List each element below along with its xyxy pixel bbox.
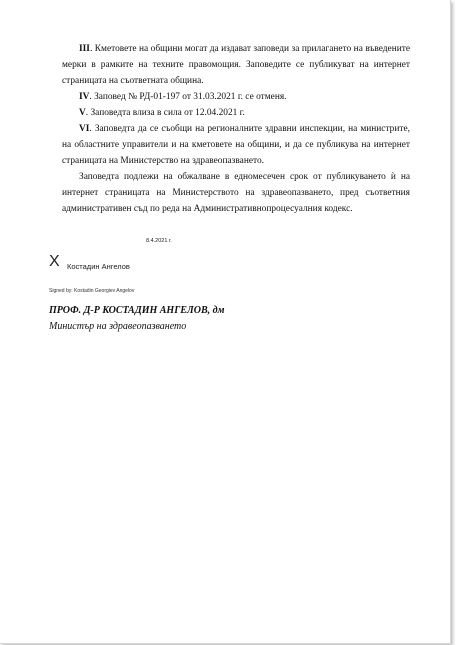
document-body	[62, 41, 410, 217]
paragraph-iii	[62, 41, 410, 89]
paragraph-numeral: III	[79, 44, 90, 54]
signer-title: ПРОФ. Д-Р КОСТАДИН АНГЕЛОВ, дм	[49, 305, 225, 316]
paragraph-numeral: VI	[79, 124, 90, 134]
signer-position: Министър на здравеопазването	[49, 321, 187, 332]
paragraph-text: . Заповедта влиза в сила от 12.04.2021 г.	[85, 108, 245, 118]
paragraph-text: . Заповедта да се съобщи на регионалните здравни инспекции, на министрите, на областните управители и на кметовете на общини, и да се публикува на интернет страницата на Министерство на здравеопазването.	[62, 124, 410, 166]
signature-date: 8.4.2021 г.	[146, 238, 172, 244]
signed-by-line: Signed by: Kostadin Georgiev Angelov	[49, 288, 135, 294]
signature-name: Костадин Ангелов	[67, 262, 130, 271]
paragraph-vi	[62, 121, 410, 169]
paragraph-appeal	[62, 169, 410, 217]
paragraph-numeral: V	[79, 108, 86, 118]
paragraph-text: Заповедта подлежи на обжалване в едномесечен срок от публикуването ѝ на интернет страницата на Министерството на здравеопазването, пред съответния административен съд по реда на Административнопроцесуалния кодекс.	[62, 172, 410, 214]
paragraph-text: . Заповед № РД-01-197 от 31.03.2021 г. се отменя.	[89, 92, 287, 102]
paragraph-iv	[62, 89, 410, 105]
signature-x-mark: X	[49, 253, 60, 270]
paragraph-numeral: IV	[79, 92, 90, 102]
paragraph-text: . Кметовете на общини могат да издават заповеди за прилагането на въведените мерки в рамките на техните правомощия. Заповедите се публикуват на интернет страницата на съответната община.	[62, 44, 410, 86]
paragraph-v	[62, 105, 410, 121]
